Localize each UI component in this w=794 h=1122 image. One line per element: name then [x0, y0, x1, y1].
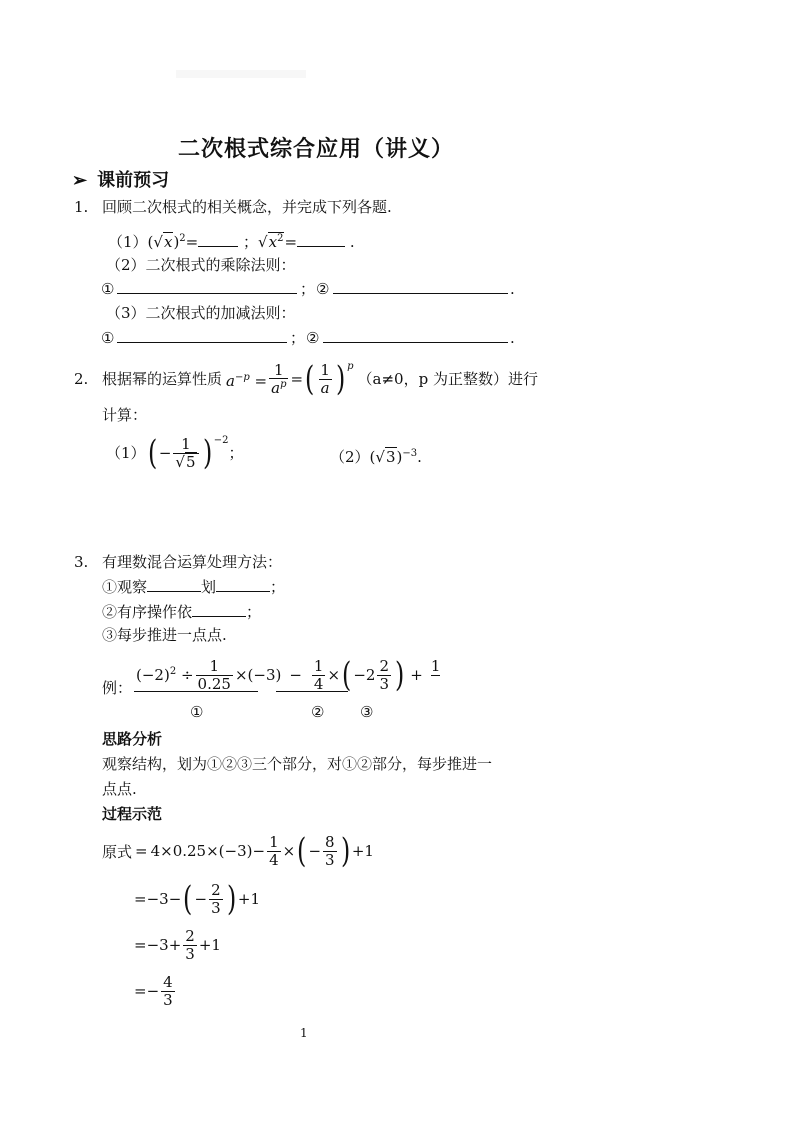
q3-example-label: 例： — [102, 679, 133, 697]
q3-number: 3. — [74, 553, 89, 571]
q2-text-c: 计算： — [102, 406, 148, 424]
q2-frac-1-over-ap: $\frac{1}{a^p}$ — [271, 360, 287, 397]
q2-p2-label: （2） — [330, 448, 370, 466]
q1-p2-circ2: ② — [316, 280, 330, 298]
q3-step3: ③每步推进一点点. — [102, 626, 227, 644]
page-number: 1 — [300, 1026, 308, 1040]
q3-analysis-title: 思路分析 — [102, 730, 163, 748]
q2-number: 2. — [74, 370, 89, 388]
q1-part1: $(1)(√x)^2=$ ；$√x^2=$ . — [108, 228, 355, 253]
q1-p1-blank1[interactable] — [198, 230, 238, 247]
q1-p1-sep: ； — [243, 233, 259, 251]
q3-analysis-line1: 观察结构，划为①②③三个部分，对①②部分，每步推进一 — [102, 755, 493, 773]
q1-p3-blank2[interactable] — [323, 342, 508, 343]
q1-p1-label: （1） — [108, 233, 148, 251]
arrow-bullet-icon: ➢ — [72, 170, 88, 191]
q3-underline-part1 — [134, 691, 258, 692]
solution-step-4: = − $\frac{4}{3}$ — [134, 973, 173, 1009]
q3-analysis-line2: 点点. — [102, 780, 137, 798]
q1-text: 回顾二次根式的相关概念，并完成下列各题. — [102, 198, 392, 216]
section-heading — [72, 166, 169, 192]
q1-p1-blank2[interactable] — [297, 230, 345, 247]
solution-step-3: = −3+ $\frac{2}{3}$ +1 — [134, 927, 221, 963]
q1-number: 1. — [74, 198, 89, 216]
q2-text-b: （a≠0，p 为正整数）进行 — [357, 370, 538, 388]
q1-p3-circ2: ② — [306, 329, 320, 347]
solution-step-2: = −3− ( − $\frac{2}{3}$ ) +1 — [134, 878, 261, 919]
q2-part2: $(2)(√3)^{-3}$. — [330, 448, 422, 466]
q1-p1-end: . — [349, 233, 355, 251]
q1-p2-blank2[interactable] — [333, 293, 508, 294]
q1-p2-semi: ； — [300, 280, 316, 298]
q3-example-expression: $(-2)^2$ ÷ $\frac{1}{0.25}$ ×(−3) − $\frac{1}{4}$ × ( −2 $\frac{2}{3}$ ) + 1 — [136, 654, 441, 695]
q2-part1: （1） ( − $\frac{1}{√5}$ ) $^{-2}$ ； — [106, 432, 244, 473]
q3-s2-blank[interactable] — [192, 600, 246, 617]
section-label: 课前预习 — [97, 170, 170, 191]
q3-s1-blank1[interactable] — [147, 575, 201, 592]
q2-statement: 根据幂的运算性质 $a^{-p}$ = $\frac{1}{a^p}$ = ( $\frac{1}{a}$ ) $^p$ （a≠0，p 为正整数）进行 — [102, 358, 538, 399]
q3-step1: ①观察 划 ； — [102, 575, 285, 598]
q3-process-title: 过程示范 — [102, 805, 163, 823]
q1-p3-blank1[interactable] — [117, 342, 287, 343]
q2-text-a: 根据幂的运算性质 — [102, 370, 223, 388]
q1-p3-circ1: ① — [101, 329, 115, 347]
q1-part2: （2）二次根式的乘除法则： — [106, 256, 296, 274]
solution-step-1: 原式 = 4×0.25×(−3)− $\frac{1}{4}$ × ( − $\frac{8}{3}$ ) +1 — [102, 830, 374, 871]
q1-p3-dot: . — [510, 329, 515, 347]
q3-part2-marker: ② — [311, 703, 325, 721]
faint-header-mark — [176, 70, 306, 78]
q3-step2: ②有序操作依 ； — [102, 600, 261, 623]
q1-p2-dot: . — [510, 280, 515, 298]
q3-s1-blank2[interactable] — [216, 575, 270, 592]
q3-underline-part2 — [276, 691, 348, 692]
q3-text: 有理数混合运算处理方法： — [102, 553, 283, 571]
q1-p1-eq1: = — [185, 233, 199, 251]
q1-p2-circ1: ① — [101, 280, 115, 298]
q2-p2-end: . — [417, 448, 422, 466]
q1-p2-blank1[interactable] — [117, 293, 297, 294]
q2-p1-end: ； — [228, 444, 244, 462]
q1-p1-eq2: = — [284, 233, 298, 251]
q1-p3-semi: ； — [290, 329, 306, 347]
q3-part3-marker: ③ — [360, 703, 374, 721]
q1-part3: （3）二次根式的加减法则： — [106, 304, 296, 322]
page-title: 二次根式综合应用（讲义） — [178, 136, 455, 162]
q2-p1-label: （1） — [106, 444, 146, 462]
q3-part1-marker: ① — [190, 703, 204, 721]
